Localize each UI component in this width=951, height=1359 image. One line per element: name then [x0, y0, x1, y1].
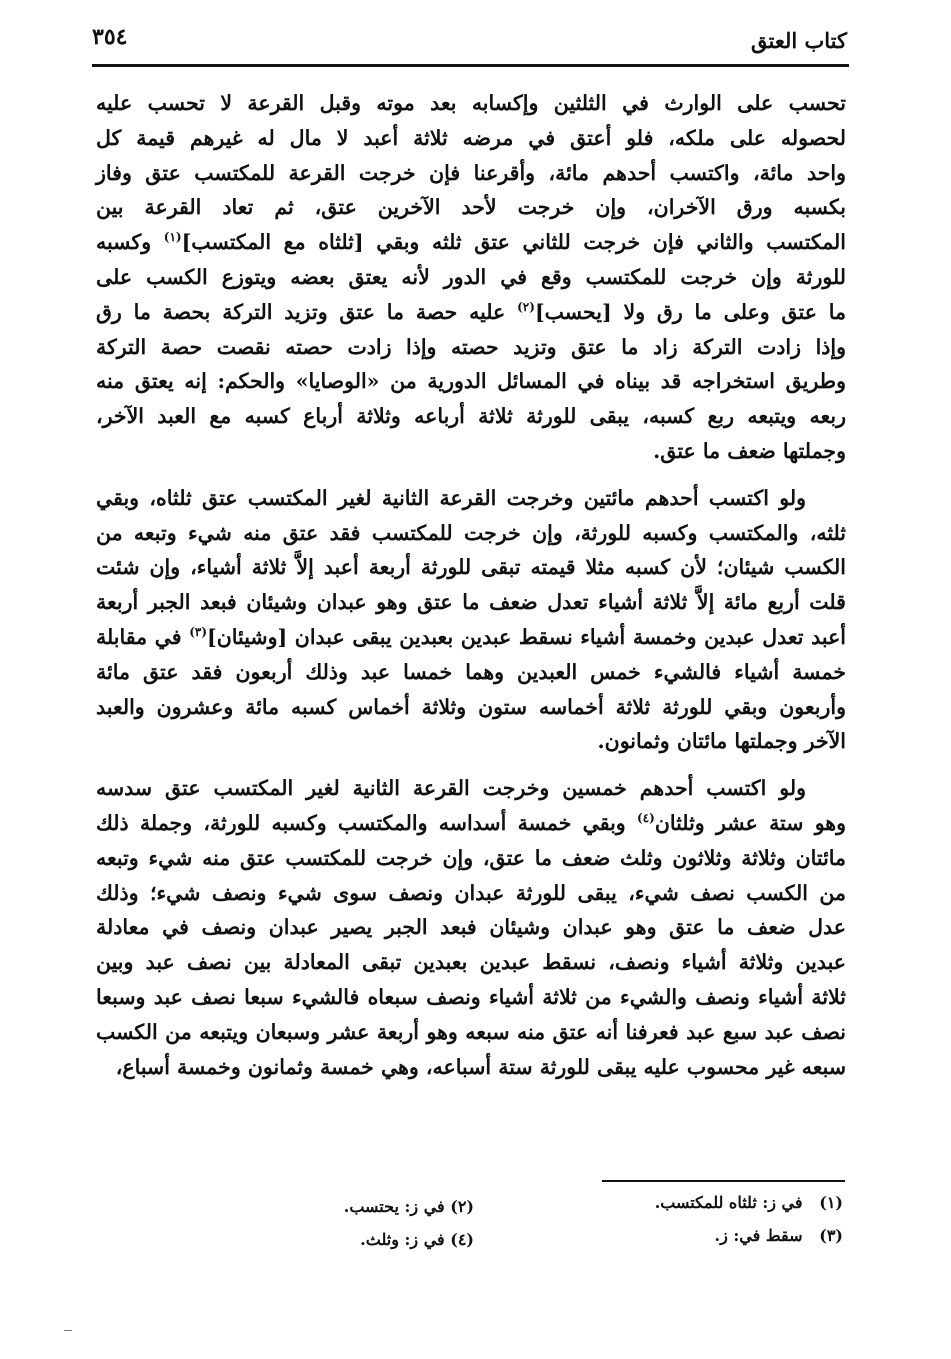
text-line: خمسة أشياء فالشيء خمس العبدين وهما خمسا عبد وذلك أربعون فقد عتق مائة	[96, 659, 846, 684]
footnote-4: (٤) في ز: وثلث.	[360, 1230, 474, 1249]
text-line: وأربعون وبقي للورثة ثلاثة أخماسه ستون وثلاثة أخماس كسبه مائة وعشرون والعبد	[96, 694, 846, 719]
text-line: تحسب على الوارث في الثلثين وإكسابه بعد موته وقبل القرعة لا تحسب عليه	[96, 91, 846, 115]
text-line: وجملتها ضعف ما عتق.	[653, 438, 846, 463]
footnote-marker: (٣)	[189, 625, 208, 640]
footnote-3: (٣) سقط في: ز.	[714, 1226, 843, 1245]
text-line: من الكسب نصف شيء، يبقى للورثة عبدان ونصف سوى شيء ونصف شيء؛ وذلك	[96, 880, 846, 905]
text-line: لحصوله على ملكه، فلو أعتق في مرضه ثلاثة أعبد لا مال له غيرهم قيمة كل	[96, 125, 846, 150]
text-line: بكسبه ورق الآخران، وإن خرجت لأحد الآخرين عتق، ثم تعاد القرعة بين	[96, 195, 846, 220]
paragraph-gap	[96, 759, 846, 771]
text-line: الكسب شيئان؛ لأن كسبه مثلا قيمته تبقى للورثة أربعة أعبد إلاَّ ثلاثة أشياء، وإن شئت	[96, 555, 846, 580]
body-text	[96, 86, 846, 1084]
text-line: ربعه ويتبعه ربع كسبه، يبقى للورثة ثلاثة أرباعه وثلاثة أرباع كسبه مع العبد الآخر،	[96, 404, 846, 429]
chapter-title: كتاب العتق	[750, 28, 847, 53]
footnote-2: (٢) في ز: يحتسب.	[343, 1197, 474, 1216]
running-header	[92, 22, 847, 62]
text-line: عدل ضعف ما عتق وهو عبدان وشيئان فبعد الجبر يصير عبدان ونصف في معادلة	[96, 915, 846, 940]
footnote-1: (١) في ز: ثلثاه للمكتسب.	[654, 1193, 843, 1212]
footnote-marker: (١)	[163, 230, 182, 245]
text-line: أعبد تعدل عبدين وخمسة أشياء نسقط عبدين بعبدين يبقى عبدان [وشيئان]$^{(٣)}$ في مقابلة	[96, 624, 847, 649]
text-line: ثلاثة أشياء ونصف والشيء من ثلاثة أشياء ونصف سبعاه فالشيء سبعا نصف عبد وسبعا	[96, 984, 846, 1009]
header-rule	[92, 64, 849, 67]
footnote-marker: (٤)	[636, 811, 655, 826]
text-line: الآخر وجملتها مائتان وثمانون.	[597, 729, 846, 754]
text-line: للورثة وإن خرجت للمكتسب وقع في الدور لأنه يعتق بعضه ويتوزع الكسب على	[96, 264, 846, 289]
paragraph	[96, 481, 846, 759]
text-line: وهو ستة عشر وثلثان$^{(٤)}$ وبقي خمسة أسداسه والمكتسب وكسبه للورثة، وجملة ذلك	[96, 810, 846, 835]
text-line: ولو اكتسب أحدهم خمسين وخرجت القرعة الثانية لغير المكتسب عتق سدسه	[96, 776, 806, 801]
text-line: ولو اكتسب أحدهم مائتين وخرجت القرعة الثانية لغير المكتسب عتق ثلثاه، وبقي	[96, 485, 806, 510]
text-line: نصف عبد سبع عبد فعرفنا أنه عتق منه سبعه وهو أربعة عشر وسبعان ويتبعه من الكسب	[96, 1019, 846, 1044]
page-number: ٣٥٤	[92, 24, 128, 50]
footnote-rule	[602, 1180, 845, 1182]
paragraph	[96, 771, 846, 1084]
footnote-marker: (٢)	[517, 299, 535, 314]
text-line: ثلثه، والمكتسب وكسبه للورثة، وإن خرجت للمكتسب فقد عتق منه شيء وتبعه من	[96, 520, 846, 545]
paragraph-gap	[96, 469, 846, 481]
text-line: ما عتق وعلى ما رق ولا [يحسب]$^{(٢)}$ عليه حصة ما عتق وتزيد التركة بحصة ما رق	[96, 299, 847, 324]
text-line: واحد مائة، واكتسب أحدهم مائة، وأقرعنا فإن خرجت القرعة للمكتسب عتق وفاز	[96, 160, 846, 185]
text-line: وإذا زادت التركة زاد ما عتق وتزيد حصته وإذا زادت حصته نقصت حصة التركة	[96, 334, 846, 359]
text-line: قلت أربع مائة إلاَّ ثلاثة أشياء تعدل ضعف ما عتق وهو عبدان وشيئان فبعد الجبر أربعة	[96, 590, 846, 615]
text-line: عبدين وثلاثة أشياء ونصف، نسقط عبدين بعبدين تبقى المعادلة بين نصف عبد وبين	[96, 950, 846, 975]
scan-mark	[64, 1330, 72, 1331]
text-line: سبعه غير محسوب عليه يبقى للورثة ستة أسباعه، وهي خمسة وثمانون وخمسة أسباع،	[115, 1054, 846, 1079]
text-line: مائتان وثلاثة وثلاثون وثلث ضعف ما عتق، وإن خرجت للمكتسب عتق منه شيء وتبعه	[96, 845, 846, 870]
text-line: المكتسب والثاني فإن خرجت للثاني عتق ثلثه وبقي [ثلثاه مع المكتسب]$^{(١)}$ وكسبه	[96, 230, 846, 255]
text-line: وطريق استخراجه قد بيناه في المسائل الدورية من «الوصايا» والحكم: إنه يعتق منه	[96, 369, 846, 394]
paragraph	[96, 86, 846, 469]
